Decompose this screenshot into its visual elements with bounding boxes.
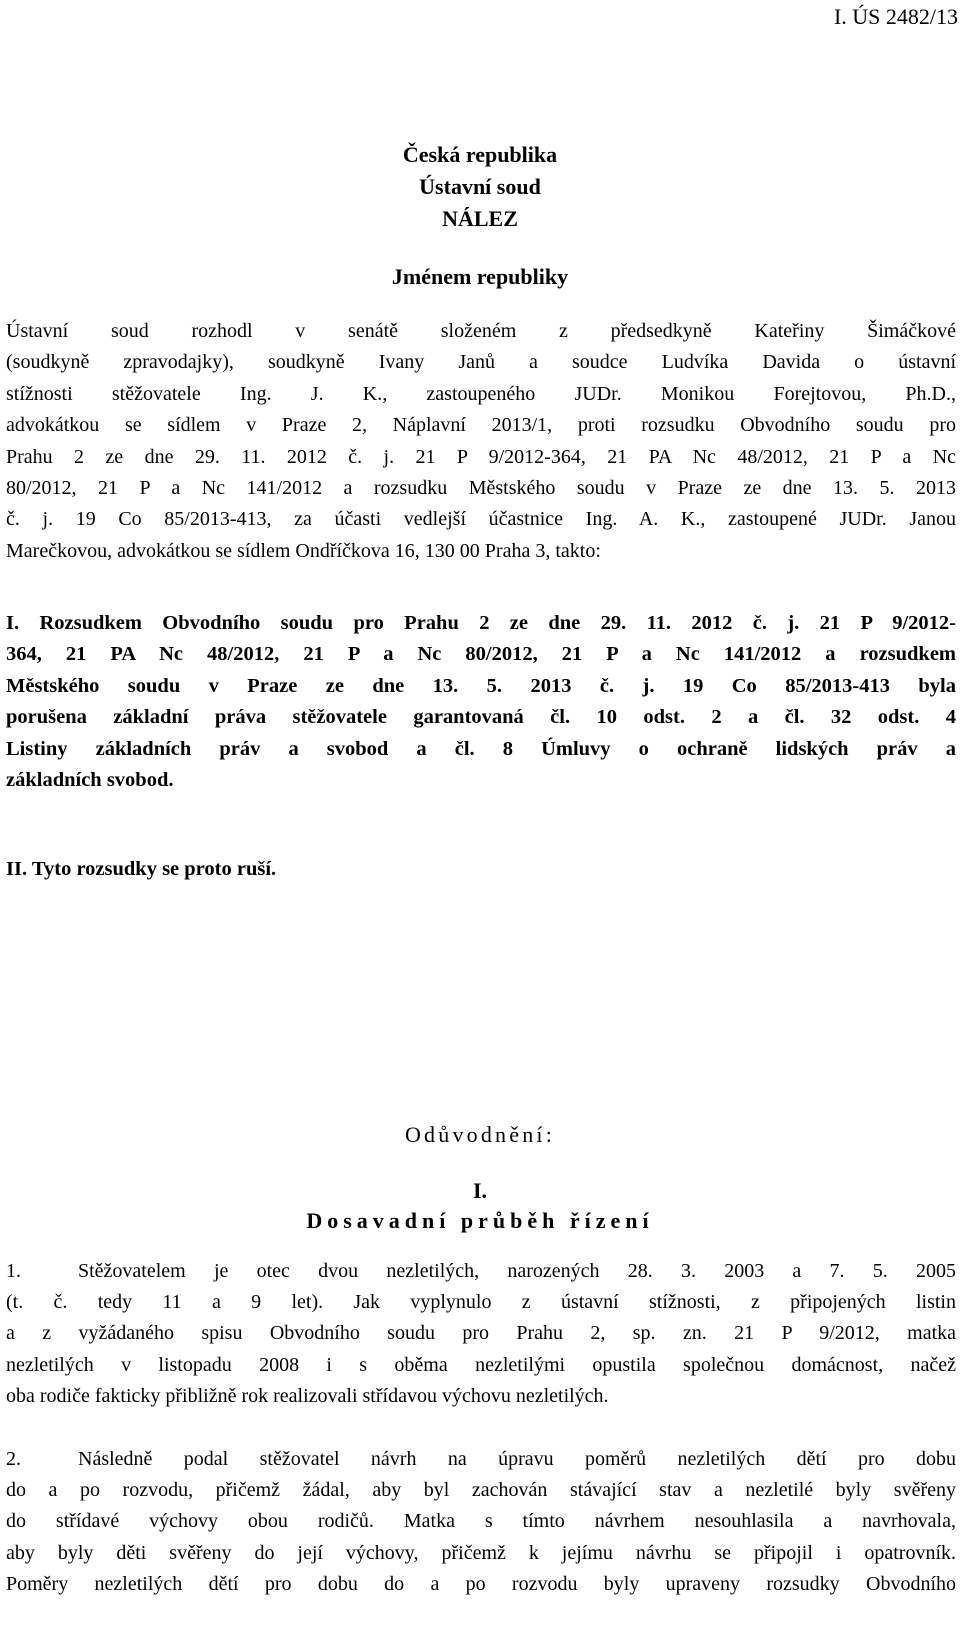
intro-line: advokátkou se sídlem v Praze 2, Náplavní 2013/1, proti rozsudku Obvodního soudu pro: [6, 414, 956, 437]
verdict-line: porušena základní práva stěžovatele garantovaná čl. 10 odst. 2 a čl. 32 odst. 4: [6, 706, 956, 729]
intro-line: Prahu 2 ze dne 29. 11. 2012 č. j. 21 P 9/2012-364, 21 PA Nc 48/2012, 21 P a Nc: [6, 445, 956, 468]
intro-line: Marečkovou, advokátkou se sídlem Ondříčkova 16, 130 00 Praha 3, takto:: [6, 539, 601, 562]
verdict-line: základních svobod.: [6, 769, 174, 792]
paragraph-line: a z vyžádaného spisu Obvodního soudu pro Prahu 2, sp. zn. 21 P 9/2012, matka: [6, 1322, 956, 1345]
country-title: Česká republika: [402, 142, 558, 167]
document-type: NÁLEZ: [442, 206, 518, 231]
paragraph-1: [6, 1256, 956, 1412]
paragraph-line: nezletilých v listopadu 2008 i s oběma nezletilými opustila společnou domácnost, načež: [6, 1353, 956, 1376]
intro-line: stížnosti stěžovatele Ing. J. K., zastoupeného JUDr. Monikou Forejtovou, Ph.D.,: [6, 382, 956, 405]
paragraph-number: 2.: [6, 1448, 21, 1470]
verdict-point-2: II. Tyto rozsudky se proto ruší.: [6, 858, 277, 880]
section-title: Dosavadní průběh řízení: [306, 1208, 654, 1233]
paragraph-line: aby byly děti svěřeny do její výchovy, přičemž k jejímu návrhu se připojil i opatrovník.: [6, 1541, 956, 1564]
paragraph-line: Následně podal stěžovatel návrh na úpravu poměrů nezletilých dětí pro dobu: [78, 1448, 956, 1470]
paragraph-2: [6, 1444, 956, 1600]
in-name-of-republic: Jménem republiky: [391, 264, 569, 289]
verdict-line: Městského soudu v Praze ze dne 13. 5. 2013 č. j. 19 Co 85/2013-413 byla: [6, 674, 956, 697]
intro-line: Ústavní soud rozhodl v senátě složeném z předsedkyně Kateřiny Šimáčkové: [6, 320, 956, 342]
intro-line: 80/2012, 21 P a Nc 141/2012 a rozsudku Městského soudu v Praze ze dne 13. 5. 2013: [6, 477, 956, 500]
paragraph-line: do střídavé výchovy obou rodičů. Matka s tímto návrhem nesouhlasila a navrhovala,: [6, 1510, 956, 1533]
paragraph-line: oba rodiče fakticky přibližně rok realizovali střídavou výchovu nezletilých.: [6, 1384, 609, 1407]
paragraph-number: 1.: [6, 1260, 21, 1282]
section-number: I.: [472, 1178, 488, 1203]
intro-line: č. j. 19 Co 85/2013-413, za účasti vedlejší účastnice Ing. A. K., zastoupené JUDr. Janou: [6, 508, 956, 531]
paragraph-line: Stěžovatelem je otec dvou nezletilých, narozených 28. 3. 2003 a 7. 5. 2005: [78, 1260, 956, 1282]
verdict-line: I. Rozsudkem Obvodního soudu pro Prahu 2 ze dne 29. 11. 2012 č. j. 21 P 9/2012-: [6, 612, 956, 634]
intro-paragraph: [6, 316, 956, 567]
reasoning-heading: Odůvodnění:: [404, 1122, 556, 1147]
verdict-line: Listiny základních práv a svobod a čl. 8 Úmluvy o ochraně lidských práv a: [6, 737, 956, 760]
court-title: Ústavní soud: [419, 174, 541, 199]
verdict-line: 364, 21 PA Nc 48/2012, 21 P a Nc 80/2012, 21 P a Nc 141/2012 a rozsudkem: [6, 643, 956, 666]
paragraph-line: Poměry nezletilých dětí pro dobu do a po rozvodu byly upraveny rozsudky Obvodního: [6, 1572, 956, 1595]
case-reference: I. ÚS 2482/13: [833, 4, 958, 29]
paragraph-line: do a po rozvodu, přičemž žádal, aby byl zachován stávající stav a nezletilé byly svěřeny: [6, 1479, 956, 1502]
intro-line: (soudkyně zpravodajky), soudkyně Ivany Janů a soudce Ludvíka Davida o ústavní: [6, 351, 956, 374]
verdict-point-1: [6, 608, 956, 796]
paragraph-line: (t. č. tedy 11 a 9 let). Jak vyplynulo z ústavní stížnosti, z připojených listin: [6, 1291, 956, 1314]
